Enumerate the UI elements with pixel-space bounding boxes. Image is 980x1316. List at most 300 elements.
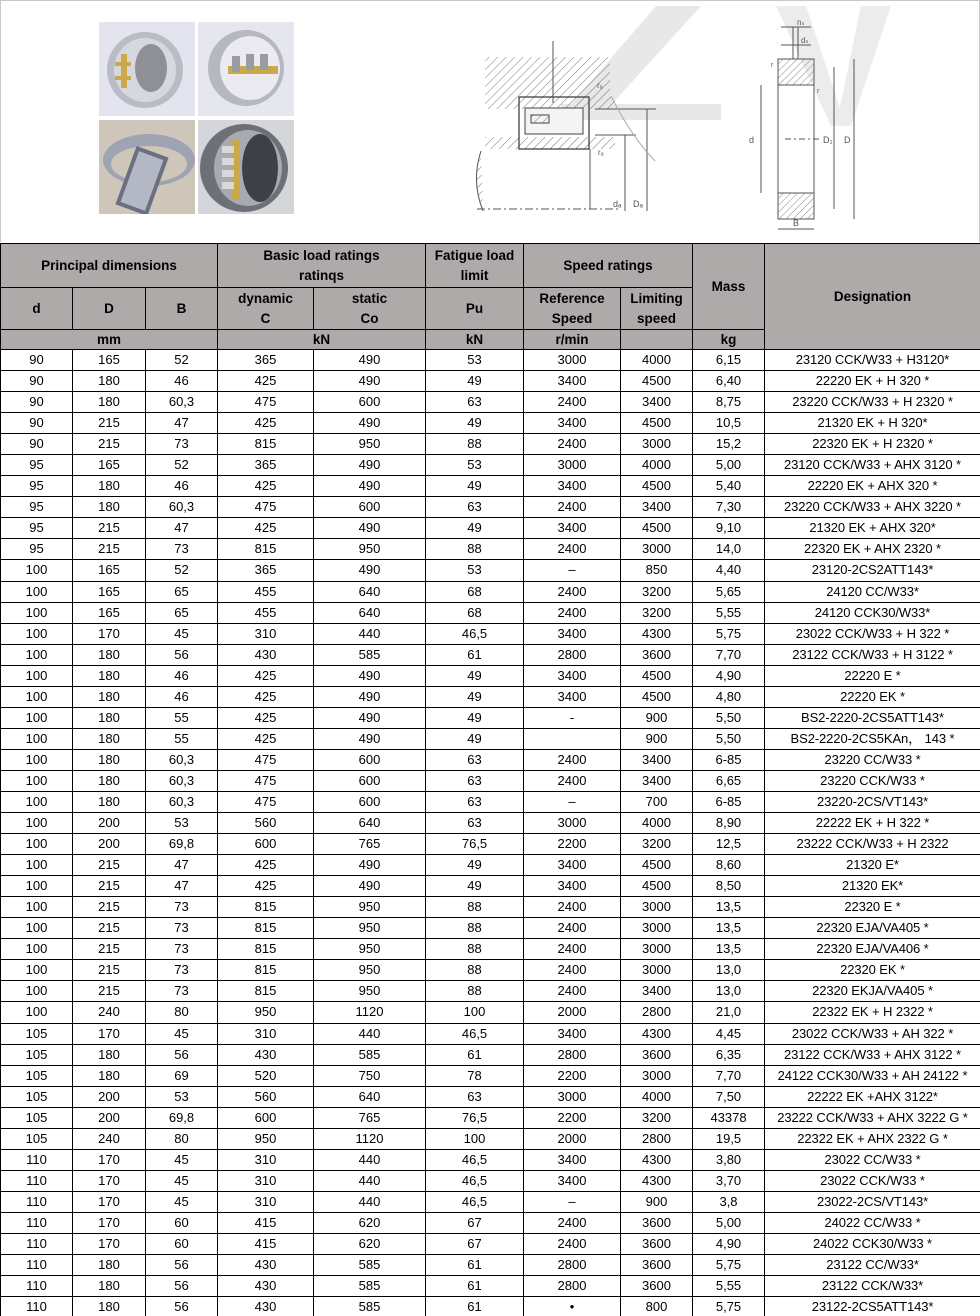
cell-d: 110 [1,1255,73,1276]
cell-mass: 5,65 [693,581,765,602]
cell-mass: 5,75 [693,1297,765,1316]
mounting-diagram [471,41,661,221]
cell-B: 73 [146,897,218,918]
cell-mass: 7,50 [693,1086,765,1107]
cell-mass: 19,5 [693,1128,765,1149]
cell-d: 110 [1,1212,73,1233]
cell-Pu: 88 [426,434,524,455]
cell-limiting-speed: 800 [621,1297,693,1316]
cell-limiting-speed: 3400 [621,981,693,1002]
cell-mass: 13,0 [693,960,765,981]
cell-D: 180 [73,1065,146,1086]
cell-reference-speed: 2400 [524,981,621,1002]
cell-reference-speed: 2400 [524,497,621,518]
cell-d: 95 [1,476,73,497]
cell-D: 170 [73,1212,146,1233]
cell-d: 90 [1,392,73,413]
cell-C: 425 [218,665,314,686]
cell-Co: 950 [314,539,426,560]
cell-B: 45 [146,1149,218,1170]
label-r-right: r [817,88,820,95]
cell-d: 100 [1,644,73,665]
cell-B: 53 [146,813,218,834]
cell-designation: 23222 CCK/W33 + H 2322 [765,834,980,855]
cell-reference-speed: 2800 [524,1276,621,1297]
cell-B: 80 [146,1002,218,1023]
cell-designation: 22220 EK + AHX 320 * [765,476,980,497]
cell-limiting-speed: 3600 [621,1044,693,1065]
cell-limiting-speed: 3600 [621,1233,693,1254]
cell-limiting-speed: 3600 [621,1255,693,1276]
cell-limiting-speed: 4000 [621,1086,693,1107]
cell-designation: 22320 E * [765,897,980,918]
cell-designation: 21320 EK* [765,876,980,897]
cell-B: 46 [146,665,218,686]
cell-limiting-speed: 3000 [621,939,693,960]
cell-Pu: 76,5 [426,834,524,855]
cell-d: 100 [1,939,73,960]
cell-Co: 490 [314,518,426,539]
cell-Co: 950 [314,981,426,1002]
cell-Co: 440 [314,1170,426,1191]
cell-Pu: 49 [426,518,524,539]
cell-D: 215 [73,855,146,876]
cell-reference-speed: 2400 [524,539,621,560]
cell-designation: 22220 EK + H 320 * [765,371,980,392]
cell-designation: 23122 CCK/W33* [765,1276,980,1297]
cell-B: 60,3 [146,770,218,791]
cell-mass: 4,45 [693,1023,765,1044]
header-designation: Designation [765,244,980,350]
table-row [1,1149,980,1170]
cell-mass: 7,30 [693,497,765,518]
cell-reference-speed: 3400 [524,623,621,644]
unit-limiting [621,330,693,350]
cell-mass: 6,65 [693,770,765,791]
cell-B: 47 [146,518,218,539]
table-row [1,1297,980,1316]
table-row [1,728,980,749]
cell-d: 100 [1,770,73,791]
cell-D: 200 [73,834,146,855]
cell-C: 425 [218,728,314,749]
cell-limiting-speed: 900 [621,707,693,728]
table-row [1,939,980,960]
table-row [1,497,980,518]
cell-mass: 21,0 [693,1002,765,1023]
table-row [1,665,980,686]
cell-reference-speed: 3400 [524,371,621,392]
cell-Co: 950 [314,960,426,981]
cell-d: 110 [1,1276,73,1297]
cell-d: 100 [1,791,73,812]
cell-B: 73 [146,539,218,560]
cell-reference-speed: 2000 [524,1002,621,1023]
cell-D: 215 [73,960,146,981]
cell-Co: 950 [314,918,426,939]
header-speed-ratings: Speed ratings [524,244,693,288]
cell-mass: 9,10 [693,518,765,539]
cell-D: 215 [73,413,146,434]
cell-Pu: 49 [426,707,524,728]
cell-Pu: 61 [426,1255,524,1276]
cell-Pu: 88 [426,939,524,960]
cell-d: 100 [1,813,73,834]
cell-reference-speed: 2400 [524,918,621,939]
table-row [1,581,980,602]
cell-Co: 750 [314,1065,426,1086]
cell-d: 110 [1,1149,73,1170]
cell-C: 365 [218,350,314,371]
cell-designation: 23022 CCK/W33 + AH 322 * [765,1023,980,1044]
cell-limiting-speed: 4000 [621,350,693,371]
cell-d: 100 [1,855,73,876]
unit-kN-fatigue: kN [426,330,524,350]
cell-Pu: 78 [426,1065,524,1086]
cell-Pu: 61 [426,1276,524,1297]
cell-d: 105 [1,1023,73,1044]
header-basic-load-ratings: Basic load ratings ratinqs [218,244,426,288]
cell-D: 165 [73,560,146,581]
cell-C: 425 [218,518,314,539]
table-row [1,518,980,539]
table-row [1,791,980,812]
cell-C: 430 [218,644,314,665]
table-row [1,1128,980,1149]
cell-mass: 5,00 [693,1212,765,1233]
cell-limiting-speed: 4300 [621,623,693,644]
cell-reference-speed: 3400 [524,686,621,707]
table-row [1,1044,980,1065]
bearing-photo-4 [198,120,294,214]
cell-d: 100 [1,560,73,581]
table-row [1,602,980,623]
cell-reference-speed: 2400 [524,1212,621,1233]
cell-limiting-speed: 4500 [621,665,693,686]
cell-d: 95 [1,497,73,518]
cell-D: 180 [73,1297,146,1316]
cell-C: 415 [218,1233,314,1254]
cell-reference-speed: 3400 [524,1023,621,1044]
cell-D: 170 [73,1149,146,1170]
cell-mass: 4,40 [693,560,765,581]
cell-limiting-speed: 4500 [621,855,693,876]
table-row [1,834,980,855]
cell-Pu: 46,5 [426,1149,524,1170]
cell-mass: 4,80 [693,686,765,707]
cell-Pu: 49 [426,413,524,434]
cell-B: 69,8 [146,834,218,855]
cell-C: 520 [218,1065,314,1086]
cell-reference-speed: 2800 [524,644,621,665]
cell-C: 310 [218,623,314,644]
cell-D: 200 [73,1107,146,1128]
cell-Pu: 49 [426,665,524,686]
cell-D: 180 [73,1276,146,1297]
cell-C: 815 [218,939,314,960]
cell-D: 180 [73,392,146,413]
cell-Pu: 68 [426,581,524,602]
cell-mass: 13,5 [693,897,765,918]
cell-limiting-speed: 3600 [621,1212,693,1233]
table-row [1,1255,980,1276]
cell-B: 60 [146,1212,218,1233]
cell-d: 95 [1,455,73,476]
cell-D: 180 [73,791,146,812]
cell-C: 475 [218,770,314,791]
cell-Pu: 53 [426,350,524,371]
table-row [1,686,980,707]
cell-Pu: 61 [426,1297,524,1316]
cell-limiting-speed: 4500 [621,518,693,539]
cell-mass: 13,5 [693,939,765,960]
cell-Pu: 49 [426,371,524,392]
cell-reference-speed: 2000 [524,1128,621,1149]
cell-B: 46 [146,686,218,707]
cell-designation: 22220 EK * [765,686,980,707]
table-row [1,539,980,560]
cell-limiting-speed: 3000 [621,539,693,560]
cell-reference-speed: 3000 [524,350,621,371]
table-row [1,434,980,455]
table-row [1,1212,980,1233]
table-row [1,749,980,770]
cell-mass: 12,5 [693,834,765,855]
cell-Co: 440 [314,623,426,644]
cell-D: 170 [73,1233,146,1254]
cell-D: 180 [73,371,146,392]
cell-limiting-speed: 3000 [621,1065,693,1086]
cell-Pu: 49 [426,686,524,707]
cell-limiting-speed: 3000 [621,918,693,939]
table-row [1,371,980,392]
cell-designation: 24022 CCK30/W33 * [765,1233,980,1254]
cell-reference-speed: 2400 [524,897,621,918]
table-row [1,876,980,897]
cell-mass: 15,2 [693,434,765,455]
cell-Co: 490 [314,560,426,581]
table-row [1,960,980,981]
cell-designation: 23220-2CS/VT143* [765,791,980,812]
cell-B: 69 [146,1065,218,1086]
header-fatigue-load-limit: Fatigue load limit [426,244,524,288]
header-limiting-speed: Limiting speed [621,288,693,330]
cell-B: 60,3 [146,749,218,770]
cell-Pu: 67 [426,1233,524,1254]
cell-reference-speed: 3400 [524,1149,621,1170]
cell-limiting-speed: 3000 [621,434,693,455]
cell-D: 215 [73,897,146,918]
cell-B: 46 [146,476,218,497]
cell-Co: 1120 [314,1002,426,1023]
cell-designation: 22322 EK + AHX 2322 G * [765,1128,980,1149]
cell-d: 105 [1,1044,73,1065]
cell-mass: 5,40 [693,476,765,497]
cell-d: 105 [1,1086,73,1107]
cell-mass: 7,70 [693,1065,765,1086]
cell-Co: 490 [314,476,426,497]
cell-D: 240 [73,1128,146,1149]
cell-limiting-speed: 3200 [621,602,693,623]
bearing-photo-3 [99,120,195,214]
label-D: D [844,135,851,145]
cell-limiting-speed: 4500 [621,686,693,707]
cell-B: 60,3 [146,791,218,812]
bearing-photo-2 [198,22,294,116]
cell-d: 100 [1,960,73,981]
cell-Pu: 76,5 [426,1107,524,1128]
cell-limiting-speed: 4300 [621,1170,693,1191]
cell-d: 100 [1,749,73,770]
cell-C: 310 [218,1023,314,1044]
cell-d: 110 [1,1233,73,1254]
header-D: D [73,288,146,330]
cell-Co: 585 [314,644,426,665]
cell-mass: 5,50 [693,707,765,728]
cell-C: 815 [218,539,314,560]
cell-limiting-speed: 3000 [621,897,693,918]
cell-Pu: 68 [426,602,524,623]
cell-limiting-speed: 3200 [621,581,693,602]
cell-D: 180 [73,728,146,749]
cell-limiting-speed: 3600 [621,644,693,665]
cell-mass: 5,75 [693,1255,765,1276]
table-row [1,707,980,728]
cell-Co: 440 [314,1191,426,1212]
cell-Pu: 46,5 [426,1170,524,1191]
cell-D: 200 [73,813,146,834]
cell-designation: 22320 EJA/VA406 * [765,939,980,960]
cell-D: 215 [73,876,146,897]
cell-d: 100 [1,623,73,644]
table-row [1,1233,980,1254]
cell-Pu: 63 [426,749,524,770]
cell-C: 600 [218,1107,314,1128]
cell-designation: 23220 CCK/W33 + AHX 3220 * [765,497,980,518]
cell-designation: 21320 EK + H 320* [765,413,980,434]
cell-Pu: 61 [426,1044,524,1065]
cell-Co: 585 [314,1255,426,1276]
cell-mass: 7,70 [693,644,765,665]
cell-reference-speed: 2800 [524,1255,621,1276]
cell-limiting-speed: 3200 [621,834,693,855]
cell-Pu: 46,5 [426,623,524,644]
cell-designation: 22322 EK + H 2322 * [765,1002,980,1023]
label-D1: D₁ [823,135,833,145]
cell-C: 310 [218,1170,314,1191]
cell-designation: 23122 CCK/W33 + AHX 3122 * [765,1044,980,1065]
cell-B: 73 [146,939,218,960]
cell-d: 100 [1,918,73,939]
cell-Pu: 63 [426,392,524,413]
cell-B: 56 [146,1276,218,1297]
cell-B: 56 [146,1255,218,1276]
table-row [1,813,980,834]
cell-B: 45 [146,1191,218,1212]
cell-C: 950 [218,1002,314,1023]
cell-C: 815 [218,981,314,1002]
cell-Co: 620 [314,1233,426,1254]
cell-designation: 23220 CC/W33 * [765,749,980,770]
cell-limiting-speed: 3400 [621,392,693,413]
cell-Pu: 63 [426,813,524,834]
cell-Co: 585 [314,1044,426,1065]
cell-reference-speed: 3000 [524,813,621,834]
cell-B: 52 [146,455,218,476]
cell-reference-speed: 3400 [524,665,621,686]
cell-Co: 620 [314,1212,426,1233]
cell-Co: 600 [314,497,426,518]
cell-C: 950 [218,1128,314,1149]
cell-mass: 3,70 [693,1170,765,1191]
cell-B: 73 [146,960,218,981]
cell-Pu: 63 [426,497,524,518]
cell-Co: 640 [314,1086,426,1107]
cell-limiting-speed: 4500 [621,876,693,897]
label-d: d [749,135,755,145]
cell-C: 815 [218,434,314,455]
cell-Co: 490 [314,686,426,707]
cell-Pu: 88 [426,897,524,918]
table-row [1,1276,980,1297]
cell-C: 430 [218,1255,314,1276]
table-row [1,413,980,434]
cell-designation: 22320 EK + AHX 2320 * [765,539,980,560]
cell-Pu: 49 [426,476,524,497]
cell-designation: 23120-2CS2ATT143* [765,560,980,581]
cell-designation: 23022-2CS/VT143* [765,1191,980,1212]
cell-Co: 640 [314,813,426,834]
cell-Pu: 61 [426,644,524,665]
unit-mm: mm [1,330,218,350]
cell-B: 60 [146,1233,218,1254]
cell-reference-speed: – [524,1191,621,1212]
cell-d: 110 [1,1191,73,1212]
cell-C: 425 [218,876,314,897]
table-row [1,770,980,791]
cell-designation: 22222 EK + H 322 * [765,813,980,834]
cell-Pu: 53 [426,560,524,581]
cell-d: 100 [1,981,73,1002]
cell-reference-speed: 2400 [524,392,621,413]
cell-Pu: 63 [426,1086,524,1107]
cell-Pu: 49 [426,876,524,897]
cell-C: 425 [218,686,314,707]
unit-kN-load: kN [218,330,426,350]
cell-limiting-speed: 4300 [621,1023,693,1044]
cell-D: 165 [73,455,146,476]
cell-mass: 14,0 [693,539,765,560]
cell-Co: 490 [314,455,426,476]
cell-limiting-speed: 4500 [621,413,693,434]
cell-B: 55 [146,728,218,749]
cell-C: 600 [218,834,314,855]
cell-D: 165 [73,581,146,602]
table-row [1,1170,980,1191]
header-reference-speed: Reference Speed [524,288,621,330]
cell-mass: 3,80 [693,1149,765,1170]
cell-reference-speed: 3400 [524,1170,621,1191]
cell-Co: 950 [314,434,426,455]
bearing-spec-table [0,243,980,1316]
cell-C: 365 [218,560,314,581]
cell-d: 110 [1,1170,73,1191]
unit-kg: kg [693,330,765,350]
cell-Pu: 88 [426,539,524,560]
cell-mass: 6-85 [693,749,765,770]
header-d: d [1,288,73,330]
cell-d: 100 [1,686,73,707]
